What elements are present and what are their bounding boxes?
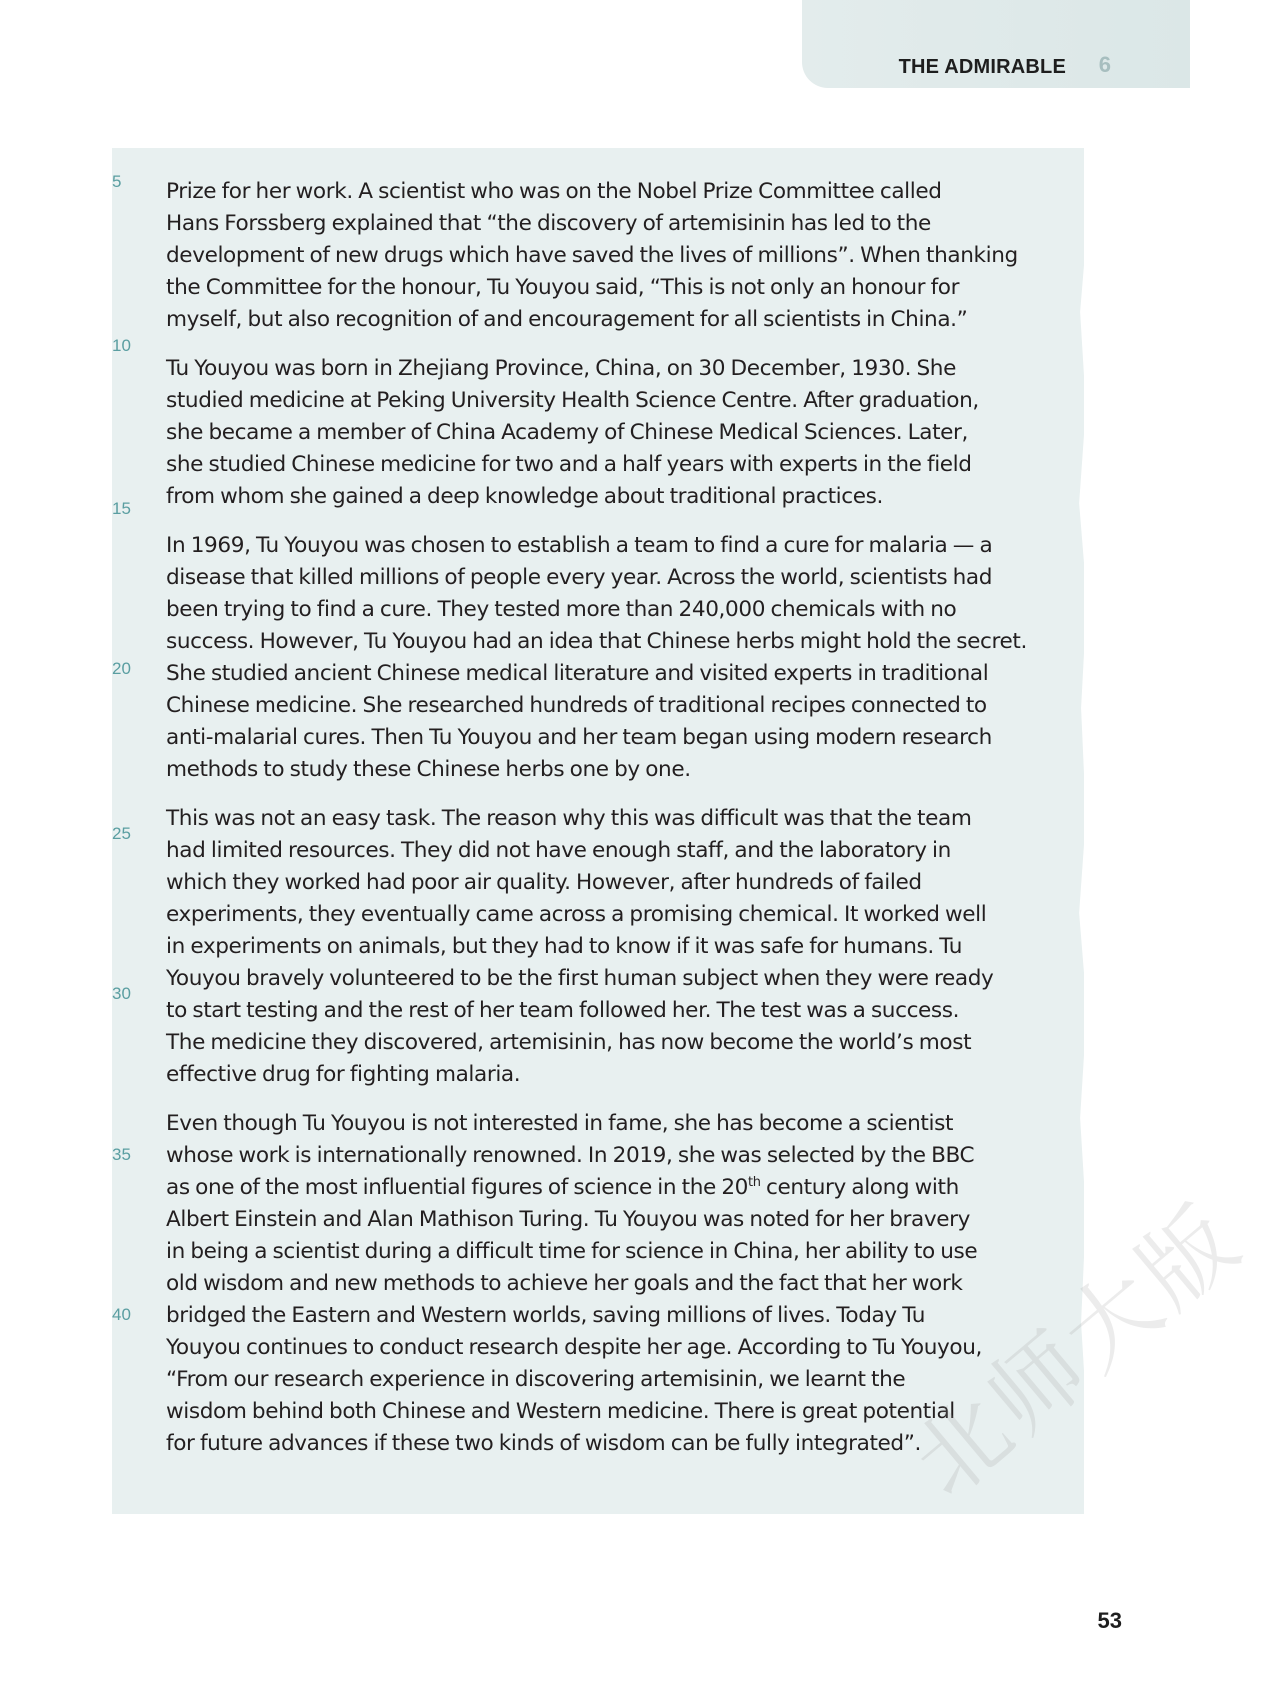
line-number: 35 (112, 1145, 131, 1164)
text-line: myself, but also recognition of and encouragement for all scientists in China.” (166, 307, 968, 332)
text-line: disease that killed millions of people every year. Across the world, scientists had (166, 565, 993, 590)
text-line: experiments, they eventually came across a promising chemical. It worked well (166, 902, 987, 927)
text-line: The medicine they discovered, artemisinin, has now become the world’s most (166, 1030, 972, 1055)
text-line: Hans Forssberg explained that “the discovery of artemisinin has led to the (166, 211, 931, 236)
text-line: wisdom behind both Chinese and Western medicine. There is great potential (166, 1399, 955, 1424)
paragraph (166, 353, 1076, 513)
paragraph (166, 530, 1076, 786)
text-line: She studied ancient Chinese medical literature and visited experts in traditional (166, 661, 989, 686)
text-line: old wisdom and new methods to achieve her goals and the fact that her work (166, 1271, 963, 1296)
text-line: in experiments on animals, but they had to know if it was safe for humans. Tu (166, 934, 963, 959)
text-line: which they worked had poor air quality. However, after hundreds of failed (166, 870, 922, 895)
line-number: 10 (112, 336, 131, 355)
text-line: she studied Chinese medicine for two and a half years with experts in the field (166, 452, 972, 477)
text-line: whose work is internationally renowned. In 2019, she was selected by the BBC (166, 1143, 975, 1168)
text-line: anti-malarial cures. Then Tu Youyou and her team began using modern research (166, 725, 992, 750)
text-line: had limited resources. They did not have enough staff, and the laboratory in (166, 838, 951, 863)
text-line: “From our research experience in discovering artemisinin, we learnt the (166, 1367, 906, 1392)
text-line: been trying to find a cure. They tested more than 240,000 chemicals with no (166, 597, 957, 622)
line-number: 5 (112, 172, 122, 191)
paragraph (166, 803, 1076, 1091)
text-line: the Committee for the honour, Tu Youyou said, “This is not only an honour for (166, 275, 960, 300)
text-line: for future advances if these two kinds of wisdom can be fully integrated”. (166, 1431, 921, 1456)
article-body (166, 176, 1076, 1477)
text-line: methods to study these Chinese herbs one by one. (166, 757, 691, 782)
text-line: from whom she gained a deep knowledge about traditional practices. (166, 484, 883, 509)
text-line: in being a scientist during a difficult time for science in China, her ability to use (166, 1239, 978, 1264)
line-number: 25 (112, 824, 131, 843)
text-line: Albert Einstein and Alan Mathison Turing. Tu Youyou was noted for her bravery (166, 1207, 970, 1232)
text-line: Prize for her work. A scientist who was on the Nobel Prize Committee called (166, 179, 942, 204)
text-line: development of new drugs which have saved the lives of millions”. When thanking (166, 243, 1018, 268)
text-line: Even though Tu Youyou is not interested in fame, she has become a scientist (166, 1111, 954, 1136)
unit-number: 6 (1098, 52, 1111, 77)
page-number: 53 (1097, 1608, 1122, 1633)
unit-title: THE ADMIRABLE (898, 56, 1066, 78)
text-line: as one of the most influential figures of science in the 20th century along with (166, 1174, 959, 1200)
text-line: This was not an easy task. The reason why this was difficult was that the team (166, 806, 972, 831)
text-line: Youyou bravely volunteered to be the first human subject when they were ready (166, 966, 994, 991)
line-number: 30 (112, 984, 131, 1003)
text-line: she became a member of China Academy of Chinese Medical Sciences. Later, (166, 420, 968, 445)
publisher-watermark: 北师大版 (892, 1183, 1262, 1518)
text-line: Chinese medicine. She researched hundreds of traditional recipes connected to (166, 693, 987, 718)
text-line: bridged the Eastern and Western worlds, saving millions of lives. Today Tu (166, 1303, 926, 1328)
text-line: In 1969, Tu Youyou was chosen to establish a team to find a cure for malaria — a (166, 533, 993, 558)
text-line: Youyou continues to conduct research despite her age. According to Tu Youyou, (166, 1335, 982, 1360)
text-line: success. However, Tu Youyou had an idea that Chinese herbs might hold the secret. (166, 629, 1027, 654)
line-number: 20 (112, 659, 131, 678)
unit-header-tab (802, 0, 1190, 88)
paragraph (166, 176, 1076, 336)
text-line: studied medicine at Peking University Health Science Centre. After graduation, (166, 388, 979, 413)
text-line: effective drug for fighting malaria. (166, 1062, 521, 1087)
text-line: to start testing and the rest of her team followed her. The test was a success. (166, 998, 960, 1023)
line-number: 15 (112, 499, 131, 518)
line-number: 40 (112, 1305, 131, 1324)
text-line: Tu Youyou was born in Zhejiang Province, China, on 30 December, 1930. She (166, 356, 956, 381)
